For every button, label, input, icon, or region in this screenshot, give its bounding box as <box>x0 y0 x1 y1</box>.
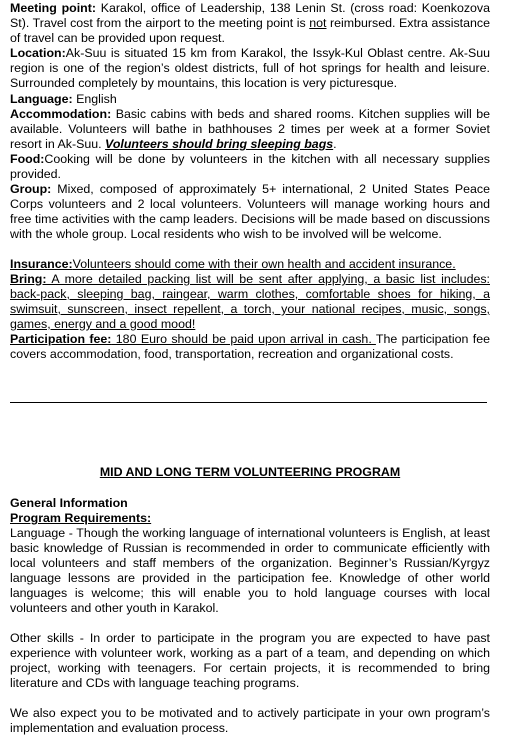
general-information-text: General Information <box>10 496 128 510</box>
bring-paragraph <box>10 272 490 332</box>
bring-label: Bring: <box>10 272 47 286</box>
accommodation-paragraph <box>10 107 490 152</box>
group-paragraph <box>10 182 490 242</box>
insurance-paragraph <box>10 257 490 272</box>
meeting-point-text-end: reimbursed. Extra assistance of travel can be provided upon request. <box>10 16 490 45</box>
participation-fee-label: Participation fee: <box>10 332 112 346</box>
language-text: English <box>72 92 117 106</box>
accommodation-label: Accommodation: <box>10 107 112 121</box>
general-information-heading <box>10 496 490 511</box>
food-label: Food: <box>10 152 45 166</box>
insurance-label: Insurance: <box>10 257 73 271</box>
program-requirements-heading <box>10 511 490 526</box>
language-label: Language: <box>10 92 73 106</box>
other-skills-paragraph: Other skills - In order to participate in the program you are expected to have past experience with volunteer work, working as a part of a team, and depending on which project, working with teenagers. For certain projects, it is recommended to bring literature and CDs with language teaching programs. <box>10 631 490 690</box>
section-title: MID AND LONG TERM VOLUNTEERING PROGRAM <box>99 465 401 479</box>
location-paragraph <box>10 46 490 91</box>
meeting-point-label: Meeting point: <box>10 1 96 15</box>
location-text: Ak-Suu is situated 15 km from Karakol, the Issyk-Kul Oblast centre. Ak-Suu region is one of the region’s oldest districts, full of hot springs for health and leisure. Surrounded completely by mountains, this location is very picturesque. <box>10 46 490 90</box>
language-requirement-paragraph: Language - Though the working language of international volunteers is English, at least basic knowledge of Russian is recommended in order to communicate efficiently with local volunteers and staff members of the organization. Beginner’s Russian/Kyrgyz language lessons are provided in the participation fee. Knowledge of other world languages is welcome; this will enable you to hold language courses with local volunteers and other youth in Karakol. <box>10 526 490 615</box>
motivation-paragraph: We also expect you to be motivated and to actively participate in your own program’s implementation and evaluation process. <box>10 706 490 735</box>
language-paragraph <box>10 92 490 107</box>
group-text: Mixed, composed of approximately 5+ international, 2 United States Peace Corps volunteers and 2 local volunteers. Volunteers will manage working hours and free time activities with the camp leaders. Decisions will be made based on discussions with the whole group. Local residents who wish to be involved will be welcome. <box>10 182 490 241</box>
meeting-point-text: Karakol, office of Leadership, 138 Lenin St. (cross road: Koenkozova St). Travel cost from the airport to the meeting point is <box>10 1 491 30</box>
group-label: Group: <box>10 182 52 196</box>
meeting-point-paragraph <box>10 1 490 46</box>
participation-fee-underlined: 180 Euro should be paid upon arrival in cash. <box>111 332 376 346</box>
accommodation-end: . <box>333 137 337 151</box>
food-paragraph <box>10 152 490 182</box>
meeting-point-not: not <box>309 16 327 30</box>
location-label: Location: <box>10 46 66 60</box>
accommodation-emphasis: Volunteers should bring sleeping bags <box>105 137 334 151</box>
food-text: Cooking will be done by volunteers in the kitchen with all necessary supplies provided. <box>10 152 490 181</box>
bring-text: A more detailed packing list will be sent after applying, a basic list includes: back-pack, sleeping bag, raingear, warm clothes, comfortable shoes for hiking, a swimsuit, sunscreen, insect repellent, a torch, your national recipes, music, songs, games, energy and a good mood! <box>10 272 490 331</box>
program-requirements-text: Program Requirements: <box>10 511 152 525</box>
horizontal-divider <box>10 402 487 403</box>
participation-fee-paragraph <box>10 332 490 362</box>
accommodation-text: Basic cabins with beds and shared rooms. Kitchen supplies will be available. Volunteers will bathe in bathhouses 2 times per week at a former Soviet resort in Ak-Suu. <box>10 107 490 151</box>
insurance-text: Volunteers should come with their own health and accident insurance. <box>72 257 456 271</box>
participation-fee-text: The participation fee covers accommodation, food, transportation, recreation and organizational costs. <box>10 332 490 361</box>
